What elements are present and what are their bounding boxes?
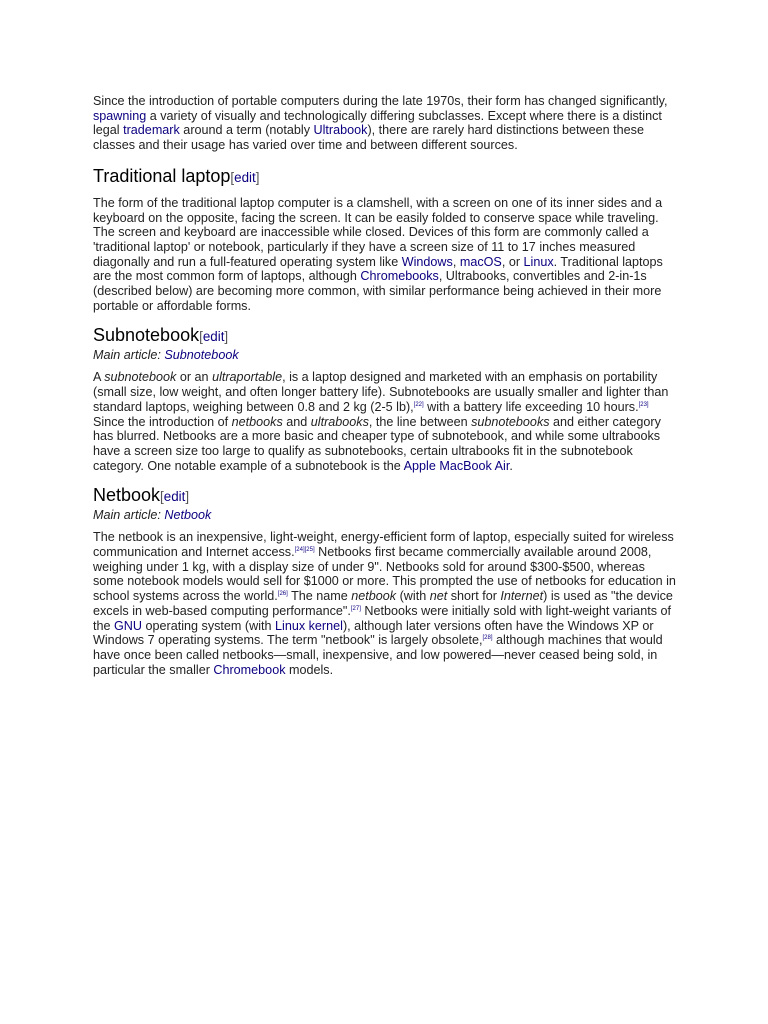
- body-text: Netbooks were initially sold with light-weight variants of the: [93, 603, 671, 633]
- body-text: short for: [447, 589, 501, 604]
- body-text: Netbooks first became commercially available around 2008, weighing under 1 kg, with a display size of under 9". Netbooks sold for around $300-$500, whereas some notebook models would sell for $1000 or more. This prompted the use of netbooks for education in school systems across the world.: [93, 545, 676, 604]
- body-text: (with: [396, 589, 430, 604]
- edit-link-netbook[interactable]: edit: [163, 489, 186, 505]
- link-spawning[interactable]: spawning: [93, 108, 147, 123]
- link-main-netbook[interactable]: Netbook: [164, 508, 212, 523]
- reference-22[interactable]: [22]: [413, 401, 424, 408]
- body-text: Since the introduction of: [93, 414, 232, 429]
- intro-paragraph: [93, 94, 678, 153]
- heading-subnotebook: [93, 324, 678, 348]
- body-text: , the line between: [368, 414, 472, 429]
- link-main-subnotebook[interactable]: Subnotebook: [164, 348, 239, 363]
- body-text: . Traditional laptops are the most common form of laptops, although: [93, 254, 663, 284]
- subnotebook-paragraph: [93, 370, 678, 473]
- edit-bracket: ]: [185, 489, 190, 505]
- body-text: The form of the traditional laptop computer is a clamshell, with a screen on one of its inner sides and a keyboard on the opposite, facing the screen. It can be easily folded to conserve space while traveling. The screen and keyboard are inaccessible while closed. Devices of this form are commonly called a 'traditional laptop' or notebook, particularly if they have a screen size of 11 to 17 inches measured diagonally and run a full-featured operating system like: [93, 195, 663, 269]
- body-text: and: [282, 414, 311, 429]
- heading-traditional-laptop: [93, 165, 678, 189]
- link-trademark[interactable]: trademark: [123, 123, 180, 138]
- heading-text: Netbook: [93, 485, 161, 506]
- reference-27[interactable]: [27]: [350, 605, 361, 612]
- italic-term: subnotebook: [104, 370, 177, 385]
- link-macos[interactable]: macOS: [459, 254, 502, 269]
- edit-bracket: [: [199, 329, 203, 345]
- intro-text: ), there are rarely hard distinctions between these classes and their usage has varied over time and between different sources.: [93, 123, 644, 153]
- body-text: models.: [285, 662, 334, 677]
- link-apple-macbook-air[interactable]: Apple MacBook Air: [403, 458, 510, 473]
- edit-section: [160, 489, 189, 504]
- body-text: ,: [452, 254, 460, 269]
- main-article-note: [93, 508, 678, 523]
- body-text: ) is used as "the device excels in web-based computing performance".: [93, 589, 673, 618]
- link-linux[interactable]: Linux: [523, 254, 554, 269]
- italic-term: ultrabooks: [310, 414, 369, 429]
- edit-bracket: ]: [224, 329, 229, 345]
- main-article-note: [93, 348, 678, 363]
- traditional-paragraph: [93, 196, 678, 314]
- heading-netbook: [93, 484, 678, 508]
- edit-bracket: ]: [255, 169, 260, 185]
- edit-bracket: [: [230, 169, 235, 185]
- body-text: A: [93, 370, 105, 385]
- reference-25[interactable]: [25]: [304, 546, 315, 553]
- reference-26[interactable]: [26]: [277, 590, 288, 597]
- body-text: The name: [287, 589, 352, 604]
- edit-section: [230, 170, 259, 185]
- heading-text: Subnotebook: [93, 325, 200, 346]
- italic-term: netbook: [351, 589, 397, 604]
- body-text: The netbook is an inexpensive, light-weight, energy-efficient form of laptop, especially suited for wireless communication and Internet access.: [93, 530, 674, 560]
- intro-text: a variety of visually and technologically differing subclasses. Except where there is a distinct legal: [93, 108, 662, 138]
- body-text: , Ultrabooks, convertibles and 2-in-1s (described below) are becoming more common, with similar performance being achieved in their more portable or affordable forms.: [93, 269, 662, 313]
- italic-term: subnotebooks: [471, 414, 550, 429]
- body-text: or an: [176, 370, 213, 385]
- reference-28[interactable]: [28]: [482, 635, 493, 642]
- body-text: and either category has blurred. Netbooks are a more basic and cheaper type of subnotebook, and while some ultrabooks have a screen size too large to qualify as subnotebooks, certain ultrabooks fit in the subnotebook category. One notable example of a subnotebook is the: [93, 414, 661, 473]
- link-chromebooks[interactable]: Chromebooks: [360, 269, 439, 284]
- main-article-prefix: Main article:: [93, 348, 165, 363]
- body-text: , is a laptop designed and marketed with an emphasis on portability (small size, low weight, and often longer battery life). Subnotebooks are usually smaller and lighter than standard laptops, weighing between 0.8 and 2 kg (2-5 lb),: [93, 370, 669, 414]
- body-text: although machines that would have once been called netbooks—small, inexpensive, and low powered—never ceased being sold, in particular the smaller: [93, 633, 663, 677]
- link-chromebook[interactable]: Chromebook: [213, 662, 286, 677]
- link-gnu[interactable]: GNU: [114, 618, 143, 633]
- reference-23[interactable]: [23]: [638, 401, 649, 408]
- body-text: ), although later versions often have the Windows XP or Windows 7 operating systems. The term "netbook" is largely obsolete,: [93, 618, 654, 648]
- intro-text: around a term (notably: [179, 123, 314, 138]
- edit-link-traditional[interactable]: edit: [234, 169, 256, 185]
- intro-text: Since the introduction of portable computers during the late 1970s, their form has changed significantly,: [93, 94, 668, 108]
- italic-term: Internet: [500, 589, 544, 604]
- edit-link-subnotebook[interactable]: edit: [202, 329, 225, 345]
- heading-text: Traditional laptop: [93, 165, 231, 186]
- body-text: .: [509, 458, 513, 473]
- netbook-paragraph: [93, 530, 678, 677]
- article-content: [93, 94, 678, 677]
- italic-term: ultraportable: [212, 370, 283, 385]
- link-ultrabook[interactable]: Ultrabook: [313, 123, 368, 138]
- edit-bracket: [: [160, 489, 164, 505]
- body-text: , or: [501, 254, 524, 269]
- link-linux-kernel[interactable]: Linux kernel: [275, 618, 343, 633]
- main-article-prefix: Main article:: [93, 508, 165, 523]
- italic-term: netbooks: [231, 414, 283, 429]
- body-text: operating system (with: [142, 618, 276, 633]
- body-text: with a battery life exceeding 10 hours.: [423, 399, 639, 414]
- reference-24[interactable]: [24]: [294, 546, 305, 553]
- link-windows[interactable]: Windows: [401, 254, 453, 269]
- edit-section: [199, 329, 228, 344]
- italic-term: net: [429, 589, 448, 604]
